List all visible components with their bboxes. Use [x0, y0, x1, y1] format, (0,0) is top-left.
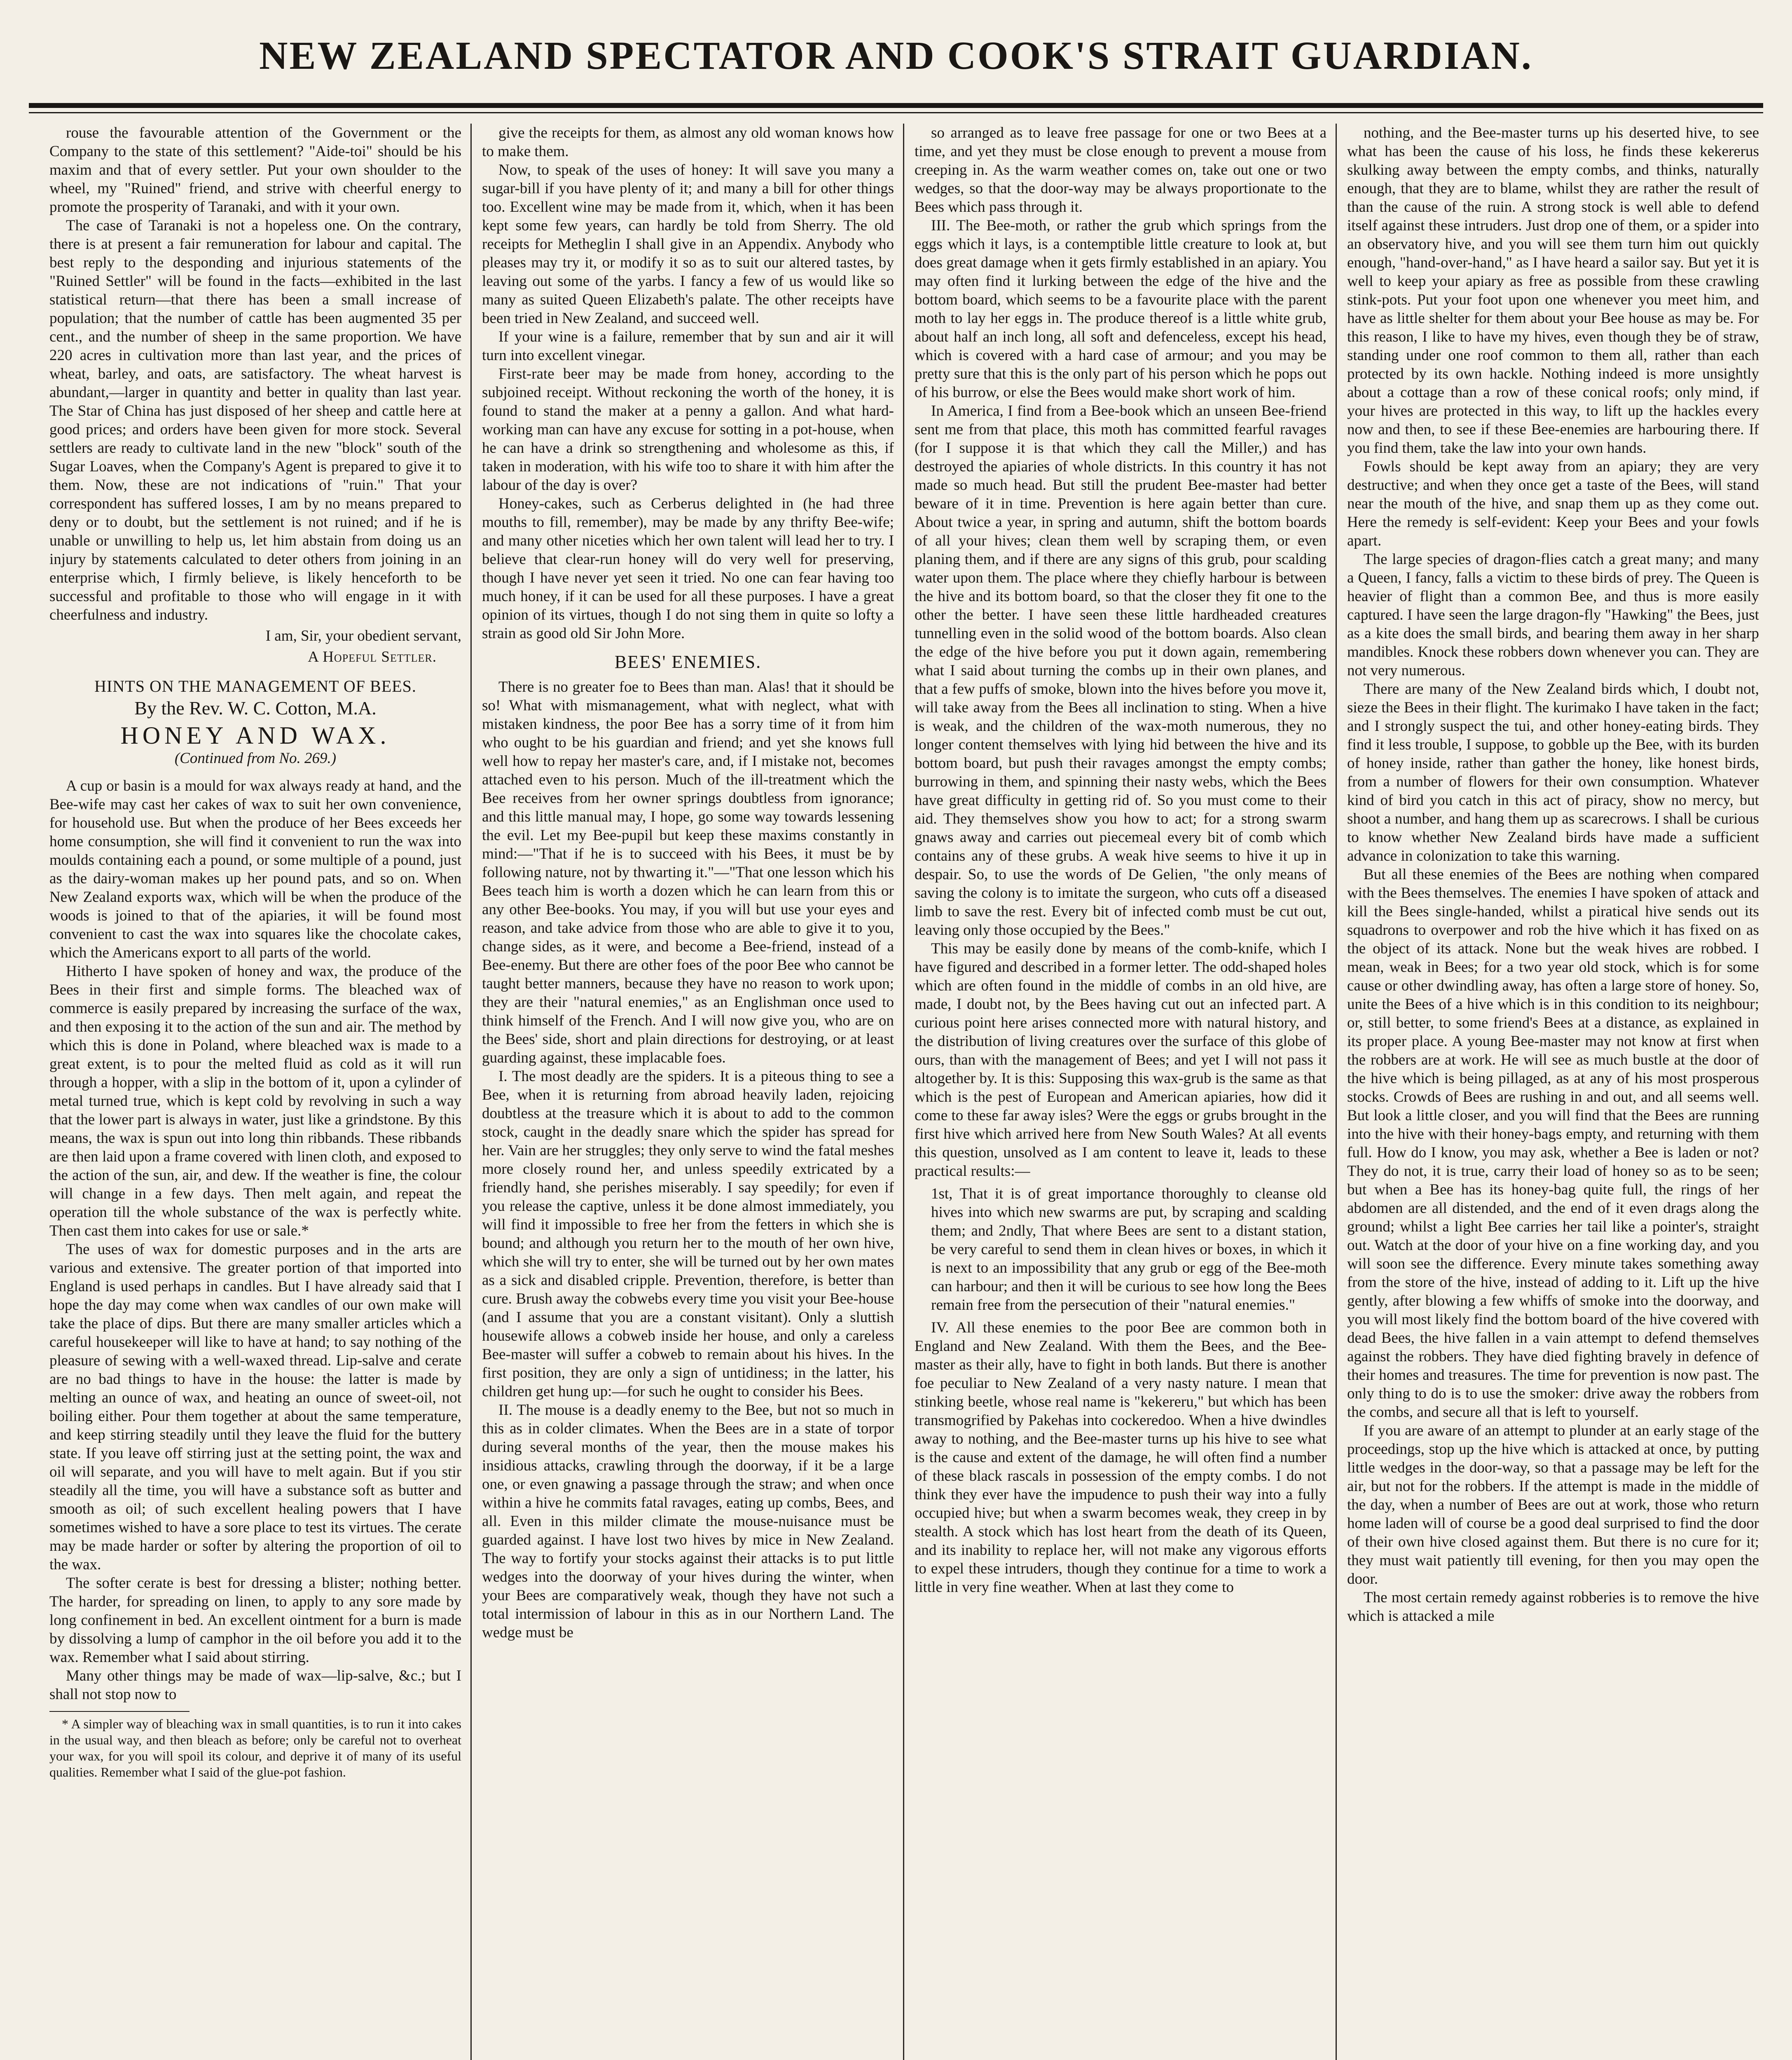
column-divider — [470, 124, 472, 2060]
article-paragraph: But all these enemies of the Bees are nothing when compared with the Bees themselves. The enemies I have spoken of attack and kill the Bees single-handed, whilst a piratical hive sends out its squadrons to overpower and rob the hive which it has fixed on as the object of its attack. None but the weak hives are robbed. I mean, weak in Bees; for a two year old stock, which is for some cause or other dwindling away, has often a large store of honey. So, unite the Bees of a hive which is in this condition to its neighbour; or, still better, to some friend's Bees at a distance, as explained in its proper place. A young Bee-master may not know at first when the robbers are at work. He will see as much bustle at the door of the hive which is being pillaged, as at any of his most prosperous stocks. Crowds of Bees are rushing in and out, and all seems well. But look a little closer, and you will find that the Bees are running into the hive with their honey-bags empty, and returning with them full. How do I know, you may ask, whether a Bee is laden or not? They do not, it is true, carry their load of honey so as to be seen; but when a Bee has its honey-bag quite full, the rings of her abdomen are all distended, and the end of it even drags along the ground; whilst a light Bee carries her tail like a pointer's, straight out. Watch at the door of your hive on a fine working day, and you will soon see the difference. Every minute takes something away from the store of the hive, instead of adding to it. Lift up the hive gently, after blowing a few whiffs of smoke into the doorway, and you will most likely find the bottom board of the hive covered with dead Bees, the hive fallen in a vain attempt to defend themselves against the robbers. They have died fighting bravely in defence of their homes and treasures. The time for prevention is now past. The only thing to do is to use the smoker: drive away the robbers from the combs, and secure all that is left to yourself. — [1347, 866, 1759, 1421]
article-paragraph: I. The most deadly are the spiders. It is a piteous thing to see a Bee, when it is returning from abroad heavily laden, rejoicing doubtless at the treasure which it is about to add to the common stock, caught in the deadly snare which the spider has spread for her. Vain are her struggles; they only serve to wind the fatal meshes more closely round her, and unless speedily extricated by a friendly hand, she perishes miserably. I say speedily; for even if you release the captive, unless it be done almost immediately, you will find it impossible to free her from the fetters in which she is bound; and although you return her to the mouth of her own hive, which she will try to enter, she will be turned out by her own mates as a sick and disabled cripple. Prevention, therefore, is better than cure. Brush away the cobwebs every time you visit your Bee-house (and I assume that you are a constant visitant). Only a sluttish housewife allows a cobweb inside her house, and only a careless Bee-master will suffer a cobweb to remain about his hives. In the first position, they are only a sign of untidiness; in the latter, his children get hung up:—for such he ought to consider his Bees. — [482, 1068, 894, 1400]
column-1 — [49, 124, 461, 2060]
column-4 — [1347, 124, 1759, 2060]
article-paragraph: so arranged as to leave free passage for one or two Bees at a time, and yet they must be close enough to prevent a mouse from creeping in. As the warm weather comes on, take out one or two wedges, so that the door-way may be always proportionate to the Bees which pass through it. — [915, 124, 1326, 215]
newspaper-title: NEW ZEALAND SPECTATOR AND COOK'S STRAIT GUARDIAN. — [259, 33, 1533, 77]
column-divider — [1336, 124, 1337, 2060]
article-byline: By the Rev. W. C. Cotton, M.A. — [134, 698, 377, 719]
article-paragraph: Many other things may be made of wax—lip-salve, &c.; but I shall not stop now to — [49, 1667, 461, 1703]
article-paragraph: The most certain remedy against robberies is to remove the hive which is attacked a mile — [1347, 1589, 1759, 1625]
article-paragraph: II. The mouse is a deadly enemy to the Bee, but not so much in this as in colder climates. When the Bees are in a state of torpor during several months of the year, then the mouse makes his insidious attacks, crawling through the doorway, if it be a large one, or even gnawing a passage through the straw; and when once within a hive he commits fatal ravages, eating up combs, Bees, and all. Even in this milder climate the mouse-nuisance must be guarded against. I have lost two hives by mice in New Zealand. The way to fortify your stocks against their attacks is to put little wedges into the doorway of your hives during the winter, when your Bees are comparatively weak, though they have not such a total intermission of labour in this as in our Northern Land. The wedge must be — [482, 1402, 894, 1641]
article-paragraph: III. The Bee-moth, or rather the grub which springs from the eggs which it lays, is a contemptible little creature to look at, but does great damage when it gets firmly established in an apiary. You may often find it lurking between the edge of the hive and the bottom board, which seems to be a favourite place with the parent moth to lay her eggs in. The produce thereof is a little white grub, about half an inch long, all soft and defenceless, except his head, which is covered with a hard case of armour; and you may be pretty sure that this is the only part of his person which he pops out of his burrow, or else the Bees would make short work of him. — [915, 217, 1326, 401]
continued-note: (Continued from No. 269.) — [174, 750, 337, 767]
letter-closing: I am, Sir, your obedient servant, — [265, 627, 461, 644]
article-paragraph: give the receipts for them, as almost any old woman knows how to make them. — [482, 124, 894, 160]
masthead — [37, 16, 1755, 103]
article-heading: HINTS ON THE MANAGEMENT OF BEES. — [94, 677, 416, 695]
article-paragraph: The large species of dragon-flies catch a great many; and many a Queen, I fancy, falls a victim to these birds of prey. The Queen is heavier of flight than a common Bee, and thus is more easily captured. I have seen the large dragon-fly "Hawking" the Bees, just as a kite does the small birds, and bearing them away in her sharp mandibles. Knock these robbers down whenever you can. They are not very numerous. — [1347, 551, 1759, 679]
article-paragraph: Now, to speak of the uses of honey: It will save you many a sugar-bill if you have plenty of it; and many a bill for other things too. Excellent wine may be made from it, which, when it has been kept some few years, can hardly be told from Sherry. The old receipts for Metheglin I shall give in an Appendix. Anybody who pleases may try it, or modify it so as to suit our altered tastes, by leaving out some of the yarbs. I fancy a few of us would like so many as suited Queen Elizabeth's palate. The other receipts have been tried in New Zealand, and succeed well. — [482, 162, 894, 327]
article-paragraph: In America, I find from a Bee-book which an unseen Bee-friend sent me from that place, this moth has committed fearful ravages (for I suppose it is that which they call the Miller,) and has destroyed the apiaries of whole districts. In this country it has not made so much head. But still the prudent Bee-master had better beware of it in time. Prevention is here again better than cure. About twice a year, in spring and autumn, shift the bottom boards of all your hives; clean them well by scraping them, or even planing them, and if there are any signs of this grub, pour scalding water upon them. The place where they chiefly harbour is between the hive and its bottom board, so that the closer they fit one to the other the better. I have seen these little hardheaded creatures tunnelling even in the solid wood of the bottom boards. Also clean the edge of the hive before you put it down again, remembering what I said about turning the combs up in their own planes, and that a few puffs of smoke, blown into the hives before you move it, will take away from the Bees all inclination to sting. When a hive is weak, and the children of the wax-moth numerous, they no longer content themselves with lying hid between the hive and its bottom board, but push their ravages amongst the empty combs; burrowing in them, and spinning their nasty webs, which the Bees have great difficulty in getting rid of. So you must come to their aid. They themselves show you how to act; for a strong swarm gnaws away and carries out piecemeal every bit of comb which contains any of these grubs. A weak hive seems to hive it up in despair. So, to use the words of De Gelien, "the only means of saving the colony is to imitate the surgeon, who cuts off a diseased limb to save the rest. Every bit of infected comb must be cut out, leaving only those occupied by the Bees." — [915, 403, 1326, 939]
article-paragraph: A cup or basin is a mould for wax always ready at hand, and the Bee-wife may cast her cakes of wax to suit her own convenience, for household use. But when the produce of her Bees exceeds her home consumption, she will find it convenient to run the wax into moulds containing each a pound, or some multiple of a pound, just as the dairy-woman makes up her pound pats, and so on. When New Zealand exports wax, which will be when the produce of the woods is joined to that of the apiaries, it will be found most convenient to cast the wax into squares like the chocolate cakes, which the Americans export to all parts of the world. — [49, 777, 461, 961]
article-paragraph: nothing, and the Bee-master turns up his deserted hive, to see what has been the cause of his loss, he finds these kekererus skulking away between the empty combs, and thinks, naturally enough, that they are to blame, whilst they are rather the result of than the cause of the ruin. A strong stock is well able to defend itself against these intruders. Just drop one of them, or a spider into an observatory hive, and you will see them turn him out quickly enough, "hand-over-hand," as I have heard a sailor say. But yet it is well to keep your apiary as free as possible from these crawling stink-pots. Put your foot upon one whenever you meet him, and have as little shelter for them about your Bee house as may be. For this reason, I like to have my hives, even though they be of straw, standing under one roof common to them all, rather than each protected by its own hackle. Nothing indeed is more unsightly about a cottage than a row of these conical roofs; only mind, if your hives are protected in this way, to lift up the hackles every now and then, to see if these Bee-enemies are harbouring there. If you find them, take the law into your own hands. — [1347, 124, 1759, 456]
letter-signature: A Hopeful Settler. — [308, 648, 437, 665]
practical-result-item: 1st, That it is of great importance thoroughly to cleanse old hives into which new swarms are put, by scraping and scalding them; and 2ndly, That where Bees are sent to a distant station, be very careful to send them in clean hives or boxes, in which it is next to an impossibility that any grub or egg of the Bee-moth can harbour; and then it will be curious to see how long the Bees remain free from the persecution of their "natural enemies." — [931, 1185, 1326, 1313]
column-3 — [915, 124, 1326, 2060]
article-paragraph: First-rate beer may be made from honey, according to the subjoined receipt. Without reckoning the worth of the honey, it is found to stand the maker at a penny a gallon. And what hard-working man can have any excuse for sotting in a pot-house, when he can have a drink so strengthening and wholesome as this, if taken in moderation, with his wife too to share it with him after the labour of the day is over? — [482, 365, 894, 494]
article-paragraph: The softer cerate is best for dressing a blister; nothing better. The harder, for spreading on linen, to apply to any sore made by long confinement in bed. An excellent ointment for a burn is made by dissolving a lump of camphor in the oil before you add it to the wax. Remember what I said about stirring. — [49, 1575, 461, 1666]
article-paragraph: Honey-cakes, such as Cerberus delighted in (he had three mouths to fill, remember), may be made by any thrifty Bee-wife; and many other niceties which her own talent will lead her to try. I believe that clear-run honey will do very well for preserving, though I have never yet seen it tried. No one can fear having too much honey, if it can be used for all these purposes. I have a great opinion of its virtues, though I do not sing them in quite so lofty a strain as good old Sir John More. — [482, 495, 894, 642]
column-divider — [903, 124, 904, 2060]
article-paragraph: If your wine is a failure, remember that by sun and air it will turn into excellent vinegar. — [482, 328, 894, 364]
article-paragraph: There is no greater foe to Bees than man. Alas! that it should be so! What with mismanagement, what with neglect, what with mistaken kindness, the poor Bee has a sorry time of it from him who ought to be his guardian and friend; and yet she knows full well how to repay her master's care, and, if I mistake not, becomes attached even to his person. Much of the ill-treatment which the Bee receives from her owner springs doubtless from ignorance; and this little manual may, I hope, go some way towards lessening the evil. Let my Bee-pupil but keep these maxims constantly in mind:—"That if he is to succeed with his Bees, it must be by following nature, not by thwarting it."—"That one lesson which his Bees teach him is worth a dozen which he can learn from this or any other Bee-books. You may, if you will but use your eyes and reason, and take advice from those who are able to give it to you, change sides, as it were, and become a Bee-friend, instead of a Bee-enemy. But there are other foes of the poor Bee who cannot be taught better manners, because they have no reason to work upon; they are their "natural enemies," as an Englishman once used to think himself of the French. And I will now give you, who are on the Bees' side, short and plain directions for destroying, or at least guarding against, these implacable foes. — [482, 679, 894, 1066]
article-paragraph: The uses of wax for domestic purposes and in the arts are various and extensive. The greater portion of that imported into England is used perhaps in candles. But I have already said that I hope the day may come when wax candles of our own make will take the place of dips. But there are many smaller articles which a careful housekeeper will like to have at hand; to say nothing of the pleasure of sewing with a well-waxed thread. Lip-salve and cerate are no bad things to have in the house: the latter is made by melting an ounce of wax, and heating an ounce of sweet-oil, not boiling either. Pour them together at about the same temperature, and keep stirring steadily until they leave the fluid for the buttery state. If you leave off stirring just at the setting point, the wax and oil will separate, and you will have to melt again. But if you stir steadily all the time, you will have a substance soft as butter and smooth as oil; of such excellent healing powers that I have sometimes wished to have a sore place to test its virtues. The cerate may be made harder or softer by altering the proportion of oil to the wax. — [49, 1241, 461, 1573]
article-title: HONEY AND WAX. — [120, 722, 391, 749]
header-rule-thick — [29, 103, 1763, 108]
footnote-divider — [49, 1711, 189, 1712]
section-heading: BEES' ENEMIES. — [614, 652, 762, 672]
article-paragraph: If you are aware of an attempt to plunder at an early stage of the proceedings, stop up the hive which is attacked at once, by putting little wedges in the door-way, so that a passage may be left for the air, but not for the robbers. If the attempt is made in the middle of the day, when a number of Bees are out at work, those who return home laden will of course be a good deal surprised to find the door of their own hive closed against them. But there is no cure for it; they must wait patiently till evening, for then you may open the door. — [1347, 1422, 1759, 1587]
letter-paragraph: The case of Taranaki is not a hopeless one. On the contrary, there is at present a fair remuneration for labour and capital. The best reply to the desponding and injurious statements of the "Ruined Settler" will be found in the facts—exhibited in the last statistical return—that there has been a small increase of population; that the number of cattle has been augmented 35 per cent., and the number of sheep in the same proportion. We have 220 acres in cultivation more than last year, and the prices of wheat, barley, and oats, are satisfactory. The wheat harvest is abundant,—larger in quantity and better in quality than last year. The Star of China has just disposed of her sheep and cattle here at good prices; and orders have been given for more stock. Several settlers are ready to cultivate land in the new "block" south of the Sugar Loaves, when the Company's Agent is prepared to give it to them. Now, these are not indications of "ruin." That your correspondent has suffered losses, I am by no means prepared to deny or to doubt, but the settlement is not ruined; and if he is unable or unwilling to help us, let him abstain from doing us an injury by statements calculated to deter others from joining in an enterprise which, I firmly believe, is likely henceforth to be successful and profitable to those who will engage in it with cheerfulness and industry. — [49, 217, 461, 623]
article-paragraph: Fowls should be kept away from an apiary; they are very destructive; and when they once get a taste of the Bees, will stand near the mouth of the hive, and snap them up as they come out. Here the remedy is self-evident: Keep your Bees and your fowls apart. — [1347, 458, 1759, 549]
article-paragraph: This may be easily done by means of the comb-knife, which I have figured and described in a former letter. The odd-shaped holes which are often found in the middle of combs in an old hive, are made, I doubt not, by the Bees having cut out an infected part. A curious point here arises connected more with natural history, and the distribution of living creatures over the surface of this globe of ours, than with the management of Bees; and yet I will not pass it altogether by. It is this: Supposing this wax-grub is the same as that which is the pest of European and American apiaries, how did it come to these far away isles? Were the eggs or grubs brought in the first hive which arrived here from New South Wales? At all events this question, unsolved as I am content to leave it, leads to these practical results:— — [915, 940, 1326, 1180]
footnote: * A simpler way of bleaching wax in small quantities, is to run it into cakes in the usual way, and then bleach as before; only be careful not to overheat your wax, for you will spoil its colour, and deprive it of many of its useful qualities. Remember what I said of the glue-pot fashion. — [49, 1716, 461, 1779]
article-paragraph: IV. All these enemies to the poor Bee are common both in England and New Zealand. With them the Bees, and the Bee-master as their ally, have to fight in both lands. But there is another foe peculiar to New Zealand of a very nasty nature. I mean that stinking beetle, whose real name is "kekereru," but which has been transmogrified by Pakehas into cockeredoo. When a hive dwindles away to nothing, and the Bee-master turns up his hive to see what is the cause and extent of the damage, he will often find a number of these black rascals in possession of the empty combs. I do not think they ever have the impudence to push their way into a fully occupied hive; but when a swarm becomes weak, they creep in by stealth. A stock which has lost heart from the death of its Queen, and its inability to replace her, will not make any vigorous efforts to expel these intruders, though they continue for a time to work a little in very fine weather. When at last they come to — [915, 1319, 1326, 1596]
article-paragraph: Hitherto I have spoken of honey and wax, the produce of the Bees in their first and simple forms. The bleached wax of commerce is easily prepared by increasing the surface of the wax, and then exposing it to the action of the sun and air. The method by which this is done in Poland, where bleached wax is made to a great extent, is to pour the melted fluid as cold as it will run through a hopper, with a slip in the bottom of it, upon a cylinder of metal turned true, which is kept cold by revolving in such a way that the lower part is always in water, just like a grindstone. By this means, the wax is spun out into long thin ribbands. These ribbands are then laid upon a frame covered with linen cloth, and exposed to the action of the sun, air, and dew. If the weather is fine, the colour will change in a few days. Then melt again, and repeat the operation till the whole substance of the wax is perfectly white. Then cast them into cakes for use or sale.* — [49, 963, 461, 1239]
header-rule-thin — [29, 112, 1763, 113]
letter-paragraph: rouse the favourable attention of the Government or the Company to the state of this settlement? "Aide-toi" should be his maxim and that of every settler. Put your own shoulder to the wheel, my "Ruined" friend, and strive with cheerful energy to promote the prosperity of Taranaki, and with it your own. — [49, 124, 461, 215]
article-paragraph: There are many of the New Zealand birds which, I doubt not, sieze the Bees in their flight. The kurimako I have taken in the fact; and I strongly suspect the tui, and other honey-eating birds. They find it less trouble, I suppose, to gobble up the Bee, with its burden of honey inside, rather than gather the honey, like honest birds, from a number of flowers for their own consumption. Whatever kind of bird you catch in this act of piracy, show no mercy, but shoot a number, and hang them up as scarecrows. I shall be curious to know whether New Zealand birds have made a sufficient advance in colonization to take this warning. — [1347, 681, 1759, 864]
column-2 — [482, 124, 894, 2060]
